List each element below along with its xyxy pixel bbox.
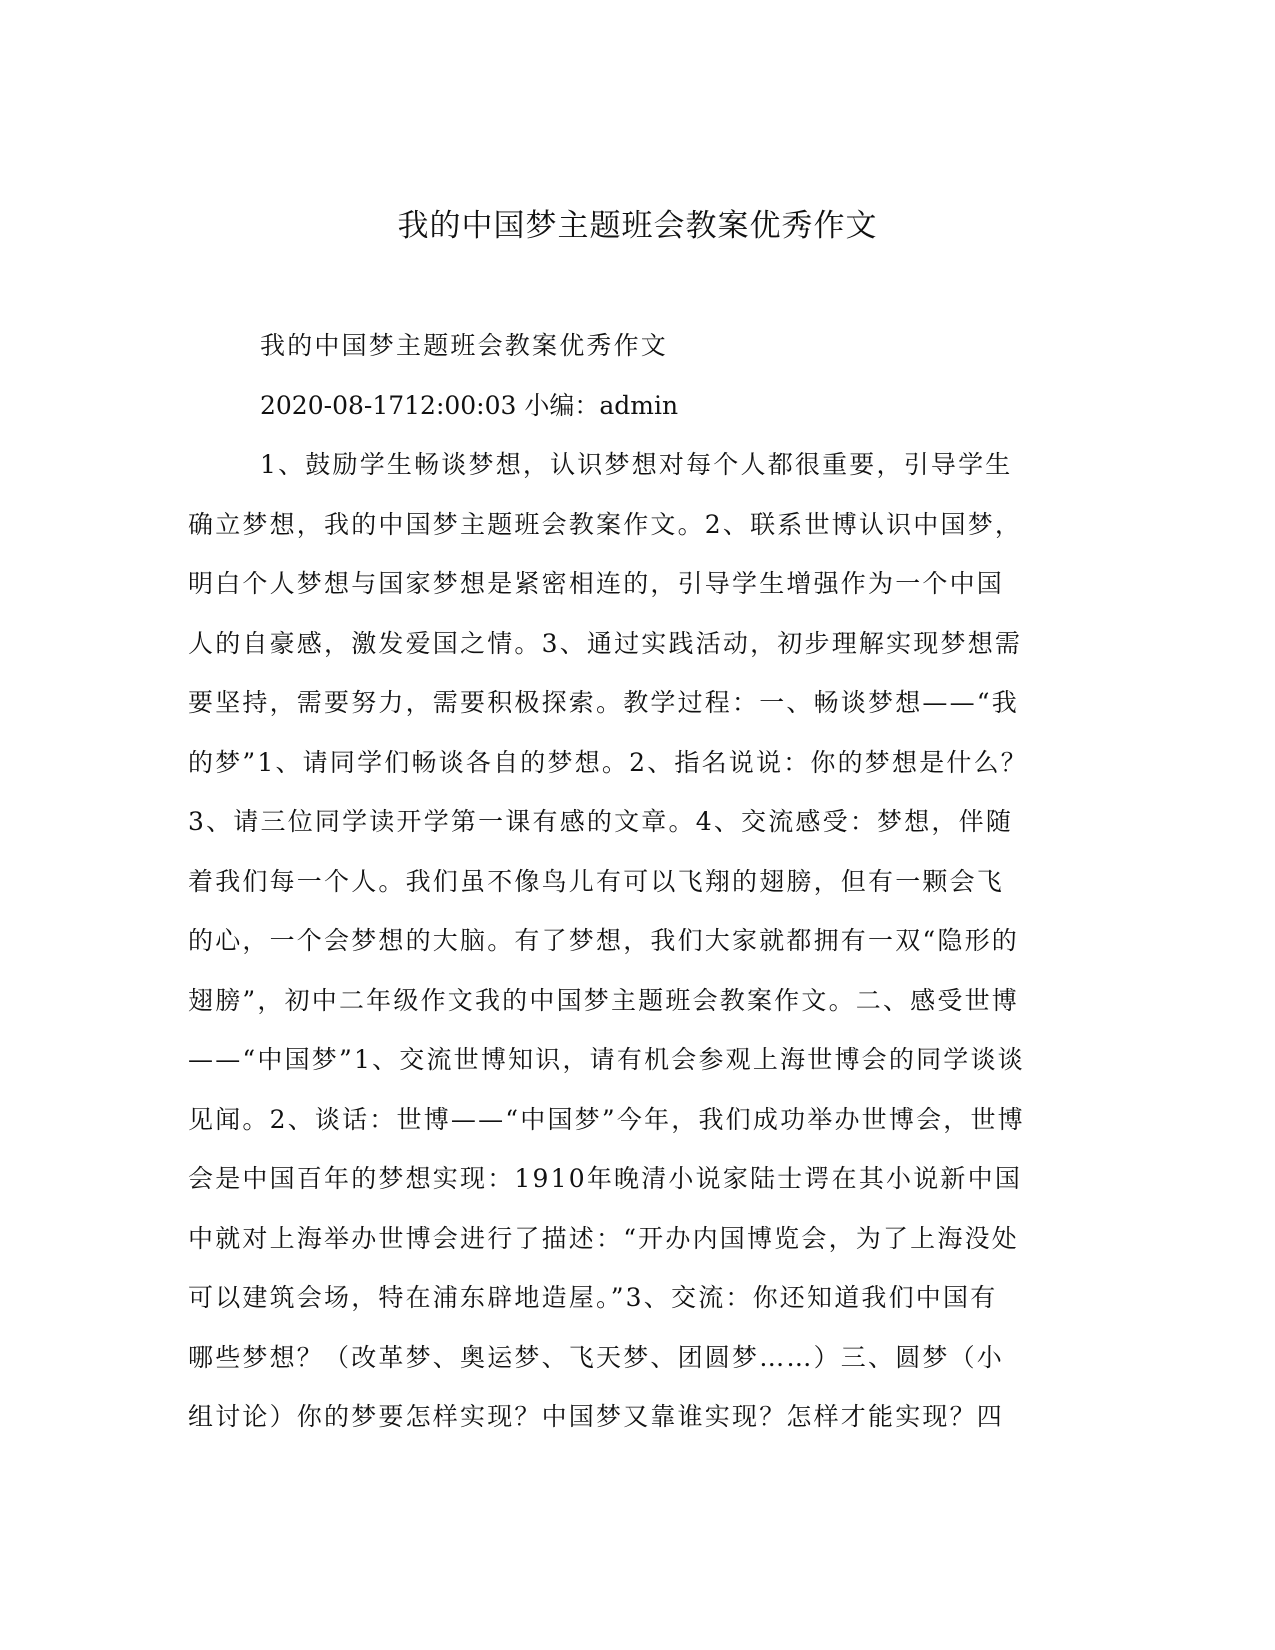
paragraph-line: 组讨论）你的梦要怎样实现？中国梦又靠谁实现？怎样才能实现？四 bbox=[188, 1402, 1005, 1431]
paragraph-line: 的心，一个会梦想的大脑。有了梦想，我们大家就都拥有一双“隐形的 bbox=[188, 926, 1019, 955]
paragraph-line: 可以建筑会场，特在浦东辟地造屋。”3、交流：你还知道我们中国有 bbox=[188, 1283, 998, 1312]
subtitle-line: 我的中国梦主题班会教案优秀作文 bbox=[260, 331, 669, 360]
paragraph-line: 人的自豪感，激发爱国之情。3、通过实践活动，初步理解实现梦想需 bbox=[188, 628, 1023, 658]
paragraph-line: ——“中国梦”1、交流世博知识，请有机会参观上海世博会的同学谈谈 bbox=[188, 1045, 1025, 1074]
paragraph-line: 1、鼓励学生畅谈梦想，认识梦想对每个人都很重要，引导学生 bbox=[260, 450, 1013, 479]
paragraph-line: 中就对上海举办世博会进行了描述：“开办内国博览会，为了上海没处 bbox=[188, 1223, 1019, 1253]
document-title: 我的中国梦主题班会教案优秀作文 bbox=[397, 208, 878, 244]
document-body bbox=[188, 316, 1068, 1447]
paragraph-line: 会是中国百年的梦想实现：1910年晚清小说家陆士谔在其小说新中国 bbox=[188, 1164, 1023, 1193]
meta-line: 2020-08-1712:00:03 小编：admin bbox=[260, 390, 679, 420]
paragraph-line: 见闻。2、谈话：世博——“中国梦”今年，我们成功举办世博会，世博 bbox=[188, 1104, 1025, 1134]
paragraph-line: 3、请三位同学读开学第一课有感的文章。4、交流感受：梦想，伴随 bbox=[188, 807, 1014, 836]
paragraph-line: 的梦”1、请同学们畅谈各自的梦想。2、指名说说：你的梦想是什么？ bbox=[188, 747, 1028, 777]
paragraph-line: 着我们每一个人。我们虽不像鸟儿有可以飞翔的翅膀，但有一颗会飞 bbox=[188, 866, 1005, 896]
paragraph-line: 翅膀”，初中二年级作文我的中国梦主题班会教案作文。二、感受世博 bbox=[188, 985, 1019, 1015]
paragraph-line: 明白个人梦想与国家梦想是紧密相连的，引导学生增强作为一个中国 bbox=[188, 569, 1005, 598]
paragraph-line: 确立梦想，我的中国梦主题班会教案作文。2、联系世博认识中国梦， bbox=[188, 509, 1023, 539]
paragraph-line: 要坚持，需要努力，需要积极探索。教学过程：一、畅谈梦想——“我 bbox=[188, 688, 1019, 717]
paragraph-line: 哪些梦想？（改革梦、奥运梦、飞天梦、团圆梦……）三、圆梦（小 bbox=[188, 1342, 1005, 1372]
